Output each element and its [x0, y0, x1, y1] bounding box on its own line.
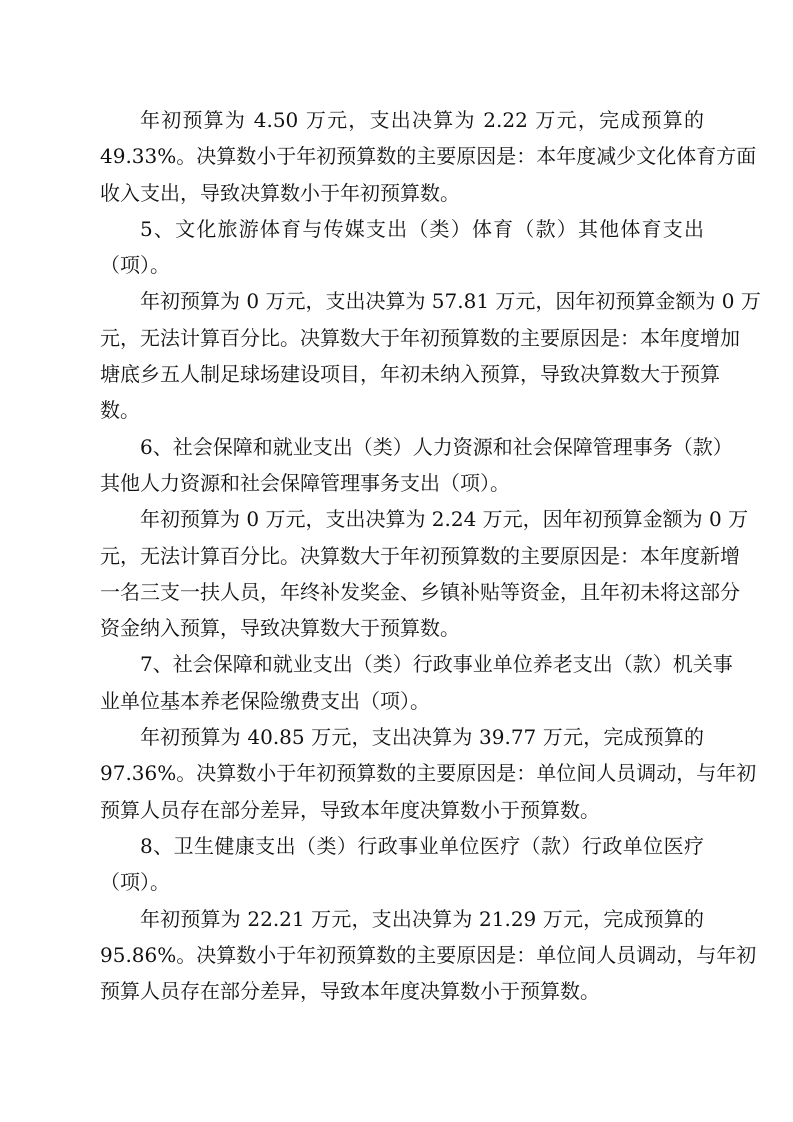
text-line: 年初预算为 0 万元，支出决算为 2.24 万元，因年初预算金额为 0 万: [140, 507, 749, 532]
text-line: 预算人员存在部分差异，导致本年度决算数小于预算数。: [100, 979, 600, 1004]
document-page: [100, 102, 761, 1009]
text-line: （项）。: [100, 253, 170, 278]
text-line: 5、文化旅游体育与传媒支出（类）体育（款）其他体育支出: [140, 216, 704, 241]
text-line: 元，无法计算百分比。决算数大于年初预算数的主要原因是：本年度增加: [100, 325, 740, 350]
text-line: 元，无法计算百分比。决算数大于年初预算数的主要原因是：本年度新增: [100, 543, 740, 568]
text-line: 业单位基本养老保险缴费支出（项）。: [100, 688, 430, 713]
text-line: 年初预算为 22.21 万元，支出决算为 21.29 万元，完成预算的: [140, 906, 704, 931]
text-line: （项）。: [100, 870, 170, 895]
text-line: 其他人力资源和社会保障管理事务支出（项）。: [100, 470, 510, 495]
text-line: 预算人员存在部分差异，导致本年度决算数小于预算数。: [100, 797, 600, 822]
paragraph: [100, 102, 757, 211]
text-line: 一名三支一扶人员，年终补发奖金、乡镇补贴等资金，且年初未将这部分: [100, 579, 740, 604]
paragraph: [100, 719, 757, 828]
text-line: 49.33%。决算数小于年初预算数的主要原因是：本年度减少文化体育方面: [100, 144, 757, 169]
text-line: 8、卫生健康支出（类）行政事业单位医疗（款）行政单位医疗: [140, 833, 704, 858]
text-line: 年初预算为 4.50 万元，支出决算为 2.22 万元，完成预算的: [140, 108, 704, 132]
text-line: 数。: [100, 398, 140, 423]
text-line: 年初预算为 40.85 万元，支出决算为 39.77 万元，完成预算的: [140, 725, 704, 750]
paragraph: [100, 646, 733, 719]
paragraph: [100, 429, 733, 502]
text-line: 7、社会保障和就业支出（类）行政事业单位养老支出（款）机关事: [140, 652, 733, 677]
text-line: 年初预算为 0 万元，支出决算为 57.81 万元，因年初预算金额为 0 万: [140, 289, 761, 314]
text-line: 95.86%。决算数小于年初预算数的主要原因是：单位间人员调动，与年初: [100, 942, 757, 967]
text-line: 塘底乡五人制足球场建设项目，年初未纳入预算，导致决算数大于预算: [100, 362, 720, 387]
paragraph: [100, 211, 704, 284]
text-line: 97.36%。决算数小于年初预算数的主要原因是：单位间人员调动，与年初: [100, 761, 757, 786]
text-line: 收入支出，导致决算数小于年初预算数。: [100, 180, 460, 205]
paragraph: [100, 501, 749, 646]
paragraph: [100, 283, 761, 428]
text-line: 6、社会保障和就业支出（类）人力资源和社会保障管理事务（款）: [140, 434, 733, 459]
paragraph: [100, 828, 704, 901]
paragraph: [100, 901, 757, 1010]
text-line: 资金纳入预算，导致决算数大于预算数。: [100, 616, 460, 641]
